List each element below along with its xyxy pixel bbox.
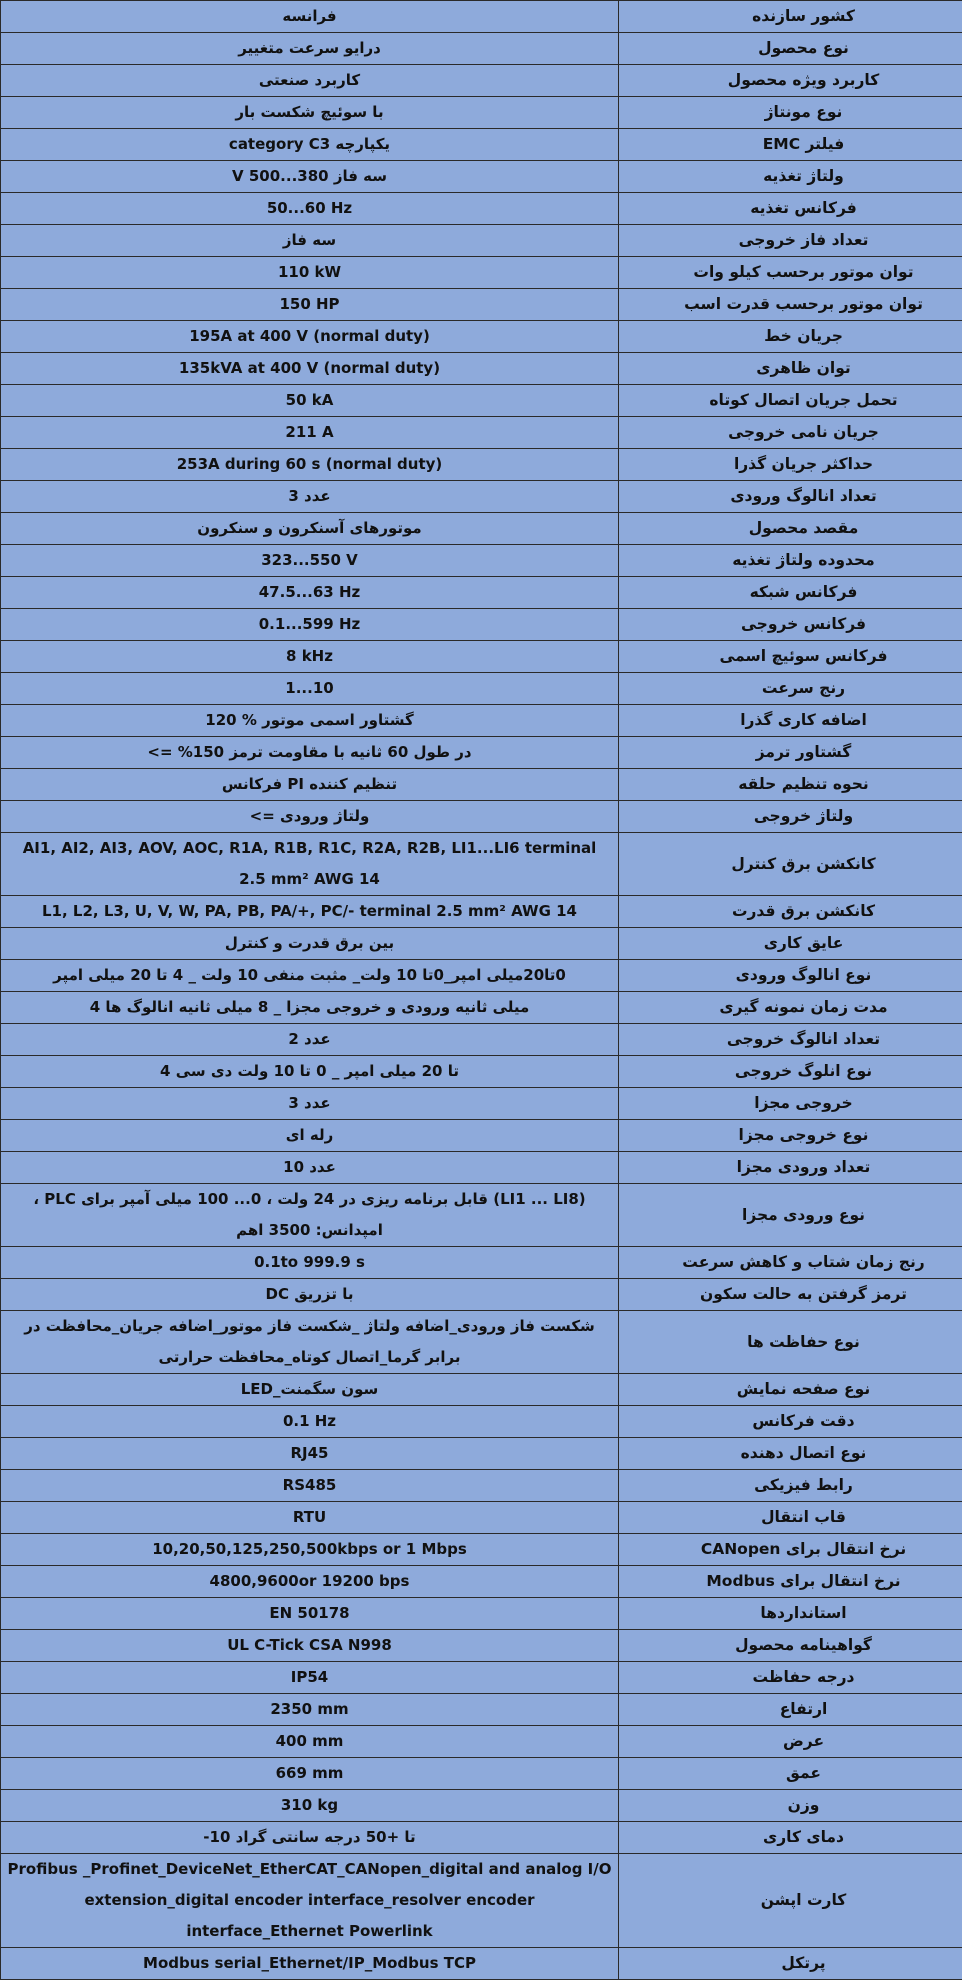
table-row [1, 737, 962, 769]
row-value: بین برق قدرت و کنترل [1, 928, 619, 960]
table-row [1, 705, 962, 737]
row-value: سه فاز [1, 225, 619, 257]
table-row [1, 513, 962, 545]
row-value: 8 kHz [1, 641, 619, 673]
table-row [1, 1470, 962, 1502]
row-value: تا 20 میلی امپر _ 0 تا 10 ولت دی سی 4 [1, 1056, 619, 1088]
row-label: استانداردها [619, 1598, 962, 1630]
table-row [1, 1630, 962, 1662]
row-value: گشتاور اسمی موتور % 120 [1, 705, 619, 737]
table-row [1, 257, 962, 289]
row-label: درجه حفاظت [619, 1662, 962, 1694]
row-label: نوع محصول [619, 33, 962, 65]
table-row [1, 1854, 962, 1948]
table-row [1, 1056, 962, 1088]
row-value: با سوئیچ شکست بار [1, 97, 619, 129]
row-label: نرخ انتقال برای CANopen [619, 1534, 962, 1566]
row-label: عایق کاری [619, 928, 962, 960]
row-value: 400 mm [1, 1726, 619, 1758]
row-value: RJ45 [1, 1438, 619, 1470]
row-label: فرکانس سوئیچ اسمی [619, 641, 962, 673]
row-value: سون سگمنت_LED [1, 1374, 619, 1406]
table-row [1, 353, 962, 385]
row-label: دقت فرکانس [619, 1406, 962, 1438]
row-label: نوع انالوگ ورودی [619, 960, 962, 992]
table-row [1, 1502, 962, 1534]
row-value: 10,20,50,125,250,500kbps or 1 Mbps [1, 1534, 619, 1566]
row-label: توان ظاهری [619, 353, 962, 385]
row-label: فرکانس تغذیه [619, 193, 962, 225]
table-row [1, 833, 962, 896]
row-label: تعداد ورودی مجزا [619, 1152, 962, 1184]
row-label: نحوه تنظیم حلقه [619, 769, 962, 801]
row-label: نوع اتصال دهنده [619, 1438, 962, 1470]
row-value: AI1, AI2, AI3, AOV, AOC, R1A, R1B, R1C, R2A, R2B, LI1...LI6 terminal 2.5 mm² AWG 14 [1, 833, 619, 896]
table-row [1, 1184, 962, 1247]
table-row [1, 960, 962, 992]
row-value: 4800,9600or 19200 bps [1, 1566, 619, 1598]
table-row [1, 1438, 962, 1470]
row-label: کانکشن برق کنترل [619, 833, 962, 896]
table-row [1, 1152, 962, 1184]
table-row [1, 1024, 962, 1056]
table-row [1, 289, 962, 321]
table-row [1, 641, 962, 673]
row-value: تا +50 درجه سانتی گراد 10- [1, 1822, 619, 1854]
row-value: 135kVA at 400 V (normal duty) [1, 353, 619, 385]
row-value: 47.5...63 Hz [1, 577, 619, 609]
row-value: 0.1...599 Hz [1, 609, 619, 641]
row-label: نرخ انتقال برای Modbus [619, 1566, 962, 1598]
row-value: شکست فاز ورودی_اضافه ولتاژ _شکست فاز موتور_اضافه جریان_محافظت در برابر گرما_اتصال کوتاه_محافظت حرارتی [1, 1311, 619, 1374]
row-label: رابط فیزیکی [619, 1470, 962, 1502]
row-value: UL C-Tick CSA N998 [1, 1630, 619, 1662]
row-value: 150 HP [1, 289, 619, 321]
table-row [1, 673, 962, 705]
row-label: قاب انتقال [619, 1502, 962, 1534]
row-label: جریان نامی خروجی [619, 417, 962, 449]
row-value: RS485 [1, 1470, 619, 1502]
table-row [1, 769, 962, 801]
table-row [1, 928, 962, 960]
row-value: 310 kg [1, 1790, 619, 1822]
row-value: با تزریق DC [1, 1279, 619, 1311]
row-label: ولتاژ خروجی [619, 801, 962, 833]
row-label: تعداد انالوگ خروجی [619, 1024, 962, 1056]
row-label: جریان خط [619, 321, 962, 353]
row-label: تحمل جریان اتصال کوتاه [619, 385, 962, 417]
table-row [1, 1088, 962, 1120]
row-label: توان موتور برحسب کیلو وات [619, 257, 962, 289]
row-label: مقصد محصول [619, 513, 962, 545]
row-value: Modbus serial_Ethernet/IP_Modbus TCP [1, 1948, 619, 1980]
row-value: 0.1to 999.9 s [1, 1247, 619, 1279]
row-label: گشتاور ترمز [619, 737, 962, 769]
row-value: EN 50178 [1, 1598, 619, 1630]
row-value: 1...10 [1, 673, 619, 705]
row-value: عدد 10 [1, 1152, 619, 1184]
row-label: عمق [619, 1758, 962, 1790]
table-row [1, 161, 962, 193]
table-row [1, 1758, 962, 1790]
table-row [1, 321, 962, 353]
row-label: کاربرد ویژه محصول [619, 65, 962, 97]
row-label: نوع حفاظت ها [619, 1311, 962, 1374]
row-label: دمای کاری [619, 1822, 962, 1854]
table-row [1, 1948, 962, 1980]
row-value: 195A at 400 V (normal duty) [1, 321, 619, 353]
row-value: ولتاژ ورودی => [1, 801, 619, 833]
table-row [1, 1, 962, 33]
row-label: گواهینامه محصول [619, 1630, 962, 1662]
row-value: 0تا20میلی امپر_0تا 10 ولت_ مثبت منفی 10 ولت _ 4 تا 20 میلی امپر [1, 960, 619, 992]
row-value: Profibus _Profinet_DeviceNet_EtherCAT_CANopen_digital and analog I/O extension_digital encoder interface_resolver encoder interface_Ethernet Powerlink [1, 1854, 619, 1948]
table-row [1, 1374, 962, 1406]
row-label: حداکثر جریان گذرا [619, 449, 962, 481]
table-row [1, 481, 962, 513]
row-label: نوع ورودی مجزا [619, 1184, 962, 1247]
row-label: فرکانس خروجی [619, 609, 962, 641]
table-row [1, 609, 962, 641]
row-label: خروجی مجزا [619, 1088, 962, 1120]
table-row [1, 1694, 962, 1726]
table-row [1, 545, 962, 577]
table-row [1, 1662, 962, 1694]
row-label: توان موتور برحسب قدرت اسب [619, 289, 962, 321]
table-row [1, 33, 962, 65]
row-label: نوع مونتاژ [619, 97, 962, 129]
row-value: عدد 3 [1, 1088, 619, 1120]
table-row [1, 97, 962, 129]
table-row [1, 992, 962, 1024]
table-row [1, 1247, 962, 1279]
row-value: فرانسه [1, 1, 619, 33]
table-row [1, 801, 962, 833]
table-row [1, 1406, 962, 1438]
row-label: ولتاژ تغذیه [619, 161, 962, 193]
row-label: تعداد فاز خروجی [619, 225, 962, 257]
row-label: محدوده ولتاژ تغذیه [619, 545, 962, 577]
row-label: نوع خروجی مجزا [619, 1120, 962, 1152]
row-value: ، PLC قابل برنامه ریزی در 24 ولت ، 0... 100 میلی آمپر برای (LI1 ... LI8) امپدانس: 3500 اهم [1, 1184, 619, 1247]
row-value: تنظیم کننده PI فرکانس [1, 769, 619, 801]
row-label: رنج زمان شتاب و کاهش سرعت [619, 1247, 962, 1279]
table-row [1, 1822, 962, 1854]
row-value: رله ای [1, 1120, 619, 1152]
table-row [1, 577, 962, 609]
row-value: 110 kW [1, 257, 619, 289]
row-value: موتورهای آسنکرون و سنکرون [1, 513, 619, 545]
row-label: فرکانس شبکه [619, 577, 962, 609]
table-row [1, 1598, 962, 1630]
row-label: فیلتر EMC [619, 129, 962, 161]
row-label: پرتکل [619, 1948, 962, 1980]
row-value: 50...60 Hz [1, 193, 619, 225]
table-row [1, 225, 962, 257]
row-label: کانکشن برق قدرت [619, 896, 962, 928]
table-row [1, 1311, 962, 1374]
row-label: کارت اپشن [619, 1854, 962, 1948]
row-value: 0.1 Hz [1, 1406, 619, 1438]
row-label: رنج سرعت [619, 673, 962, 705]
table-row [1, 896, 962, 928]
row-value: IP54 [1, 1662, 619, 1694]
row-value: عدد 2 [1, 1024, 619, 1056]
table-row [1, 417, 962, 449]
table-row [1, 1120, 962, 1152]
row-value: 323...550 V [1, 545, 619, 577]
row-value: در طول 60 ثانیه با مقاومت ترمز 150% => [1, 737, 619, 769]
row-label: وزن [619, 1790, 962, 1822]
row-value: عدد 3 [1, 481, 619, 513]
table-row [1, 1279, 962, 1311]
table-row [1, 1534, 962, 1566]
row-value: RTU [1, 1502, 619, 1534]
table-row [1, 1790, 962, 1822]
row-value: 253A during 60 s (normal duty) [1, 449, 619, 481]
row-value: کاربرد صنعتی [1, 65, 619, 97]
table-row [1, 1566, 962, 1598]
row-value: سه فاز 380...500 V [1, 161, 619, 193]
row-label: ارتفاع [619, 1694, 962, 1726]
row-value: 669 mm [1, 1758, 619, 1790]
row-label: تعداد انالوگ ورودی [619, 481, 962, 513]
row-label: اضافه کاری گذرا [619, 705, 962, 737]
spec-table-body [1, 1, 962, 1980]
table-row [1, 65, 962, 97]
row-label: نوع صفحه نمایش [619, 1374, 962, 1406]
row-value: 50 kA [1, 385, 619, 417]
table-row [1, 1726, 962, 1758]
row-value: میلی ثانیه ورودی و خروجی مجزا _ 8 میلی ثانیه انالوگ ها 4 [1, 992, 619, 1024]
row-value: L1, L2, L3, U, V, W, PA, PB, PA/+, PC/- terminal 2.5 mm² AWG 14 [1, 896, 619, 928]
table-row [1, 193, 962, 225]
row-label: نوع انلوگ خروجی [619, 1056, 962, 1088]
row-label: عرض [619, 1726, 962, 1758]
row-label: کشور سازنده [619, 1, 962, 33]
table-row [1, 129, 962, 161]
table-row [1, 449, 962, 481]
row-value: 211 A [1, 417, 619, 449]
table-row [1, 385, 962, 417]
row-value: یکپارچه category C3 [1, 129, 619, 161]
row-value: درایو سرعت متغییر [1, 33, 619, 65]
row-value: 2350 mm [1, 1694, 619, 1726]
row-label: مدت زمان نمونه گیری [619, 992, 962, 1024]
row-label: ترمز گرفتن به حالت سکون [619, 1279, 962, 1311]
